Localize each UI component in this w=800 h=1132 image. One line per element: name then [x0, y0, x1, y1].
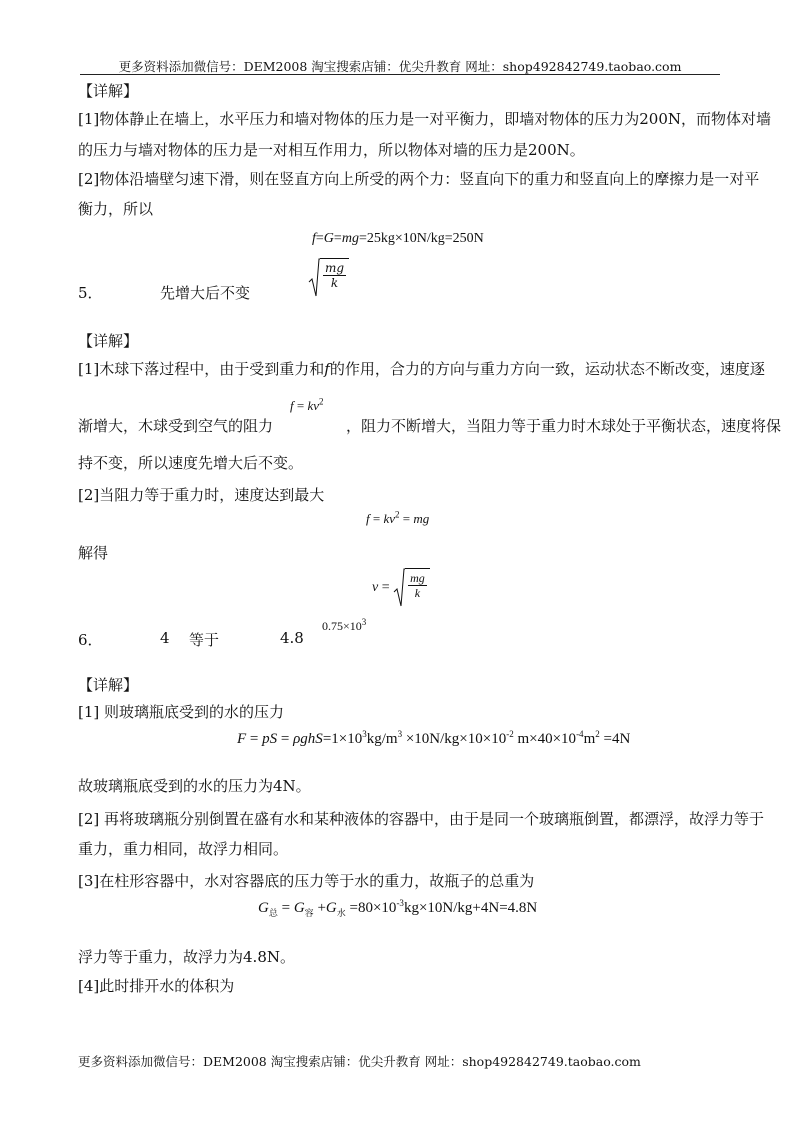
q5-answer2-formula: $\frac{mg}{k}$ — [308, 258, 349, 298]
page-footer: 更多资料添加微信号：DEM2008 淘宝搜索店铺：优尖升教育 网址：shop492842749.taobao.com — [78, 1054, 641, 1069]
section4-p2a: [2]物体沿墙壁匀速下滑，则在竖直方向上所受的两个力：竖直向下的重力和竖直向上的摩擦力是一对平 — [78, 170, 760, 188]
q6-answer1: 4 — [160, 629, 170, 647]
q6-p2a: [2] 再将玻璃瓶分别倒置在盛有水和某种液体的容器中，由于是同一个玻璃瓶倒置，都漂浮，故浮力等于 — [78, 810, 765, 828]
page-header: 更多资料添加微信号：DEM2008 淘宝搜索店铺：优尖升教育 网址：shop492842749.taobao.com — [118, 59, 682, 74]
q6-p2b: 重力，重力相同，故浮力相同。 — [78, 840, 289, 858]
q5-p1a: [1]木球下落过程中，由于受到重力和f的作用，合力的方向与重力方向一致，运动状态不断改变，速度逐 — [78, 360, 765, 378]
q5-heading: 【详解】 — [78, 332, 139, 350]
q6-pressure-equation: F = pS = $\rho ghS=1\times 10^3kg/m^3 \times 10N/kg\times 10\times 10^{-2}$ $m\times 40\times 10^{-4}m^2 =4N$ — [237, 729, 631, 747]
q6-number: 6． — [78, 631, 103, 649]
q5-balance-equation: $f = kv^2$ = mg — [366, 509, 430, 526]
q6-p3-conclusion: 浮力等于重力，故浮力为4.8N。 — [78, 948, 295, 966]
q5-p1b-post: ，阻力不断增大，当阻力等于重力时木球处于平衡状态，速度将保 — [346, 417, 782, 435]
q6-heading: 【详解】 — [78, 676, 139, 694]
q5-p2: [2]当阻力等于重力时，速度达到最大 — [78, 486, 325, 504]
q6-answer2: 等于 — [189, 631, 220, 649]
section4-p2b: 衡力，所以 — [78, 200, 154, 218]
q5-velocity-formula: v = $\frac{mg}{k}$ — [372, 568, 430, 608]
q6-p1: [1] 则玻璃瓶底受到的水的压力 — [78, 703, 285, 721]
section4-heading: 【详解】 — [78, 82, 139, 100]
section4-equation: f=G=mg=25kg×10N/kg=250N — [312, 231, 484, 246]
q6-p1-conclusion: 故玻璃瓶底受到的水的压力为4N。 — [78, 777, 311, 795]
q5-number: 5． — [78, 284, 103, 302]
q6-answer3: 4.8 — [280, 629, 304, 647]
q5-drag-formula: $f = kv^2$ — [290, 396, 324, 413]
q5-answer1: 先增大后不变 — [160, 284, 251, 302]
q6-p4: [4]此时排开水的体积为 — [78, 977, 235, 995]
q5-p1c: 持不变，所以速度先增大后不变。 — [78, 454, 304, 472]
q6-weight-equation: $G_总 = G_容 +G_水 =80\times 10^{-3}kg\times 10N/kg+4N=4.8N$ — [258, 898, 538, 918]
section4-p1a: [1]物体静止在墙上，水平压力和墙对物体的压力是一对平衡力，即墙对物体的压力为200N，而物体对墙 — [78, 110, 772, 128]
q5-solve-label: 解得 — [78, 544, 109, 562]
header-rule — [80, 74, 720, 75]
q6-answer4: $0.75\times 10^3$ — [322, 617, 367, 633]
q6-p3: [3]在柱形容器中，水对容器底的压力等于水的重力，故瓶子的总重为 — [78, 872, 535, 890]
section4-p1b: 的压力与墙对物体的压力是一对相互作用力，所以物体对墙的压力是200N。 — [78, 141, 585, 159]
q5-p1b: 渐增大，木球受到空气的阻力 — [78, 417, 274, 435]
